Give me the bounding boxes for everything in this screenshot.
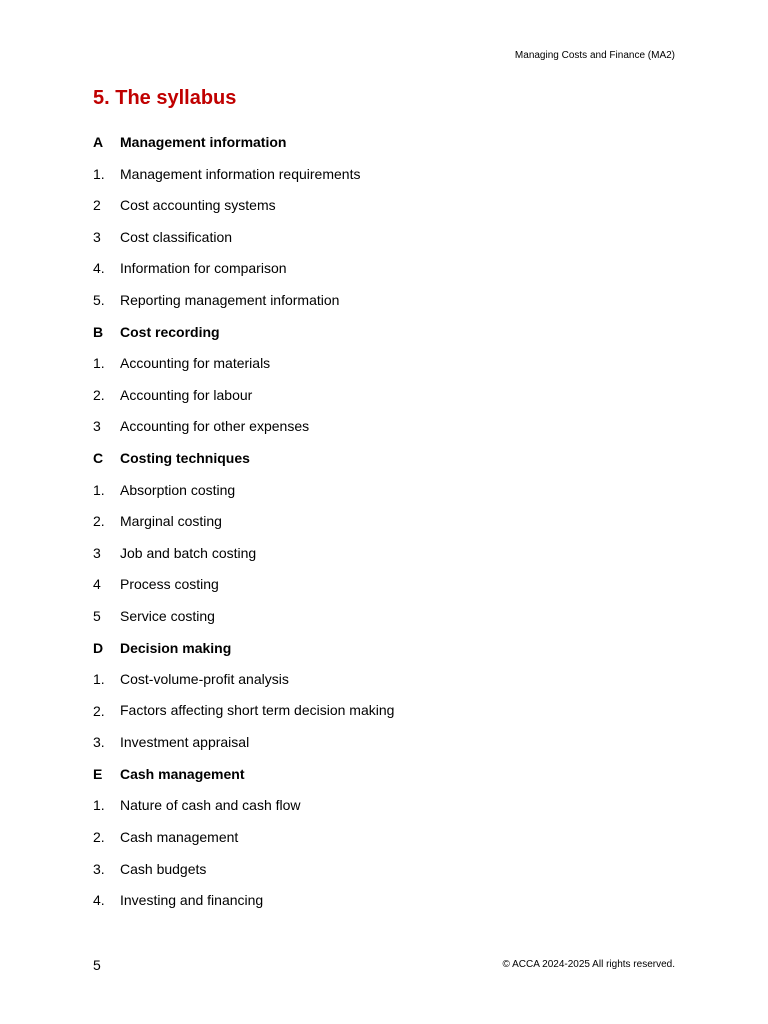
item-number: 5 — [93, 607, 101, 624]
item-number: 1. — [93, 165, 105, 182]
section-name: Cash management — [120, 765, 245, 782]
item-text: Investment appraisal — [120, 734, 250, 751]
syllabus-item — [93, 861, 413, 877]
syllabus-item — [93, 576, 413, 592]
section-heading-e — [93, 766, 413, 782]
item-text: Cost classification — [120, 228, 233, 245]
item-text: Nature of cash and cash flow — [120, 797, 301, 814]
item-text: Factors affecting short term decision making — [120, 701, 395, 718]
item-text: Management information requirements — [120, 165, 361, 182]
syllabus-item — [93, 545, 413, 561]
copyright-notice: © ACCA 2024-2025 All rights reserved. — [502, 959, 675, 970]
item-text: Cash budgets — [120, 860, 207, 877]
item-text: Service costing — [120, 607, 215, 624]
syllabus-item — [93, 829, 413, 845]
item-number: 2 — [93, 197, 101, 214]
section-heading-d — [93, 640, 413, 656]
syllabus-item — [93, 355, 413, 371]
syllabus-item — [93, 608, 413, 624]
item-text: Information for comparison — [120, 260, 287, 277]
syllabus-item — [93, 797, 413, 813]
item-text: Marginal costing — [120, 513, 222, 530]
syllabus-item — [93, 671, 413, 687]
item-number: 1. — [93, 481, 105, 498]
syllabus-item — [93, 734, 413, 750]
syllabus-item — [93, 197, 413, 213]
item-number: 1. — [93, 797, 105, 814]
item-number: 2. — [93, 702, 105, 719]
section-name: Costing techniques — [120, 449, 250, 466]
syllabus-item — [93, 513, 413, 529]
item-number: 3. — [93, 734, 105, 751]
syllabus-item — [93, 292, 413, 308]
item-text: Cost accounting systems — [120, 197, 276, 214]
item-text: Cost-volume-profit analysis — [120, 671, 289, 688]
item-number: 3 — [93, 418, 101, 435]
syllabus-item — [93, 229, 413, 245]
item-number: 2. — [93, 513, 105, 530]
running-header: Managing Costs and Finance (MA2) — [514, 50, 675, 61]
item-text: Accounting for labour — [120, 386, 253, 403]
item-number: 3. — [93, 860, 105, 877]
item-text: Cash management — [120, 829, 239, 846]
item-number: 1. — [93, 355, 105, 372]
item-text: Job and batch costing — [120, 544, 257, 561]
item-number: 2. — [93, 386, 105, 403]
syllabus-item — [93, 260, 413, 276]
item-number: 3 — [93, 544, 101, 561]
section-name: Cost recording — [120, 323, 220, 340]
syllabus-item — [93, 166, 413, 182]
item-number: 4. — [93, 892, 105, 909]
section-letter: D — [93, 639, 104, 656]
section-letter: E — [93, 765, 103, 782]
item-text: Accounting for materials — [120, 355, 271, 372]
item-number: 3 — [93, 228, 101, 245]
item-number: 4. — [93, 260, 105, 277]
section-letter: A — [93, 134, 104, 150]
item-text: Process costing — [120, 576, 219, 593]
page-title: 5. The syllabus — [93, 87, 237, 109]
syllabus-item — [93, 418, 413, 434]
item-text: Investing and financing — [120, 892, 264, 909]
item-number: 1. — [93, 671, 105, 688]
section-heading-a — [93, 134, 413, 150]
syllabus-item — [93, 387, 413, 403]
item-number: 2. — [93, 829, 105, 846]
item-text: Accounting for other expenses — [120, 418, 310, 435]
section-heading-b — [93, 324, 413, 340]
syllabus-list — [93, 134, 413, 924]
section-heading-c — [93, 450, 413, 466]
section-name: Management information — [120, 134, 287, 150]
item-number: 5. — [93, 291, 105, 308]
syllabus-item — [93, 482, 413, 498]
item-text: Reporting management information — [120, 291, 340, 308]
section-name: Decision making — [120, 639, 232, 656]
item-number: 4 — [93, 576, 101, 593]
item-text: Absorption costing — [120, 481, 236, 498]
section-letter: B — [93, 323, 104, 340]
section-letter: C — [93, 449, 104, 466]
syllabus-item — [93, 892, 413, 908]
syllabus-item — [93, 703, 413, 719]
page-number: 5 — [93, 957, 101, 973]
